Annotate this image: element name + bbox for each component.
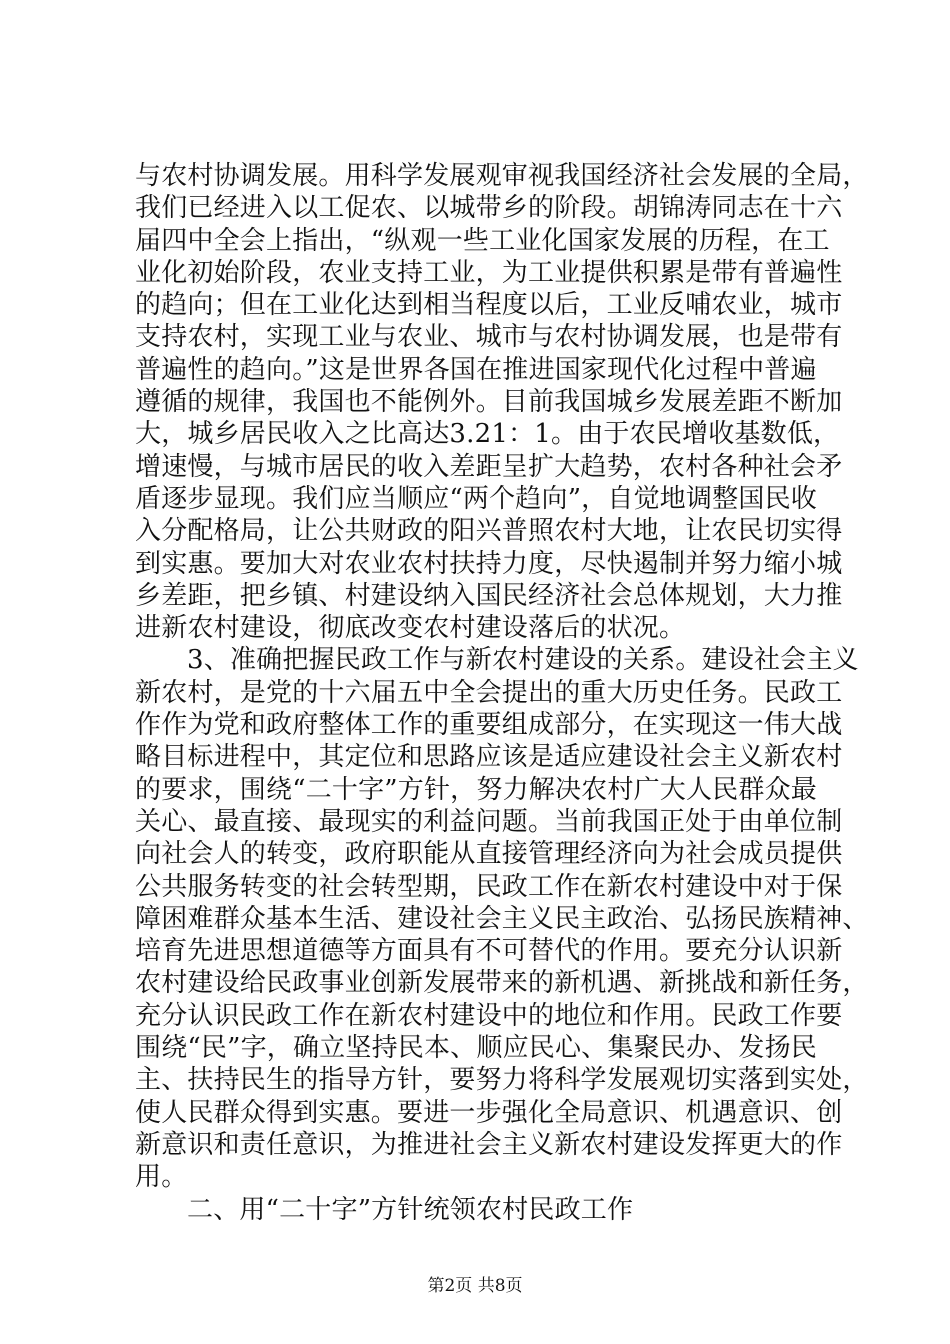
section-heading: 二、用“二十字”方针统领农村民政工作: [187, 1194, 634, 1225]
text-line: 大，城乡居民收入之比高达3.21：1。由于农民增收基数低，: [135, 419, 840, 450]
text-line: 使人民群众得到实惠。要进一步强化全局意识、机遇意识、创: [135, 1097, 843, 1128]
text-line: 盾逐步显现。我们应当顺应“两个趋向”，自觉地调整国民收: [135, 483, 817, 514]
page-number-footer: 第2页 共8页: [427, 1276, 523, 1296]
text-line: 略目标进程中，其定位和思路应该是适应建设社会主义新农村: [135, 742, 843, 773]
text-line: 普遍性的趋向。”这是世界各国在推进国家现代化过程中普遍: [135, 354, 817, 385]
text-line: 充分认识民政工作在新农村建设中的地位和作用。民政工作要: [135, 1000, 843, 1031]
text-line: 向社会人的转变，政府职能从直接管理经济向为社会成员提供: [135, 839, 843, 870]
text-line: 围绕“民”字，确立坚持民本、顺应民心、集聚民办、发扬民: [135, 1033, 817, 1064]
text-line: 到实惠。要加大对农业农村扶持力度，尽快遏制并努力缩小城: [135, 548, 843, 579]
text-line: 与农村协调发展。用科学发展观审视我国经济社会发展的全局，: [135, 161, 869, 191]
text-line: 进新农村建设，彻底改变农村建设落后的状况。: [135, 613, 686, 644]
text-line: 主、扶持民生的指导方针，要努力将科学发展观切实落到实处，: [135, 1065, 869, 1096]
text-line: 公共服务转变的社会转型期，民政工作在新农村建设中对于保: [135, 871, 843, 902]
text-line: 农村建设给民政事业创新发展带来的新机遇、新挑战和新任务，: [135, 968, 869, 999]
text-line: 届四中全会上指出，“纵观一些工业化国家发展的历程，在工: [135, 225, 830, 256]
text-line: 关心、最直接、最现实的利益问题。当前我国正处于由单位制: [135, 806, 843, 837]
text-line: 用。: [135, 1162, 188, 1193]
text-line: 新意识和责任意识，为推进社会主义新农村建设发挥更大的作: [135, 1129, 843, 1160]
text-line: 增速慢，与城市居民的收入差距呈扩大趋势，农村各种社会矛: [135, 451, 843, 482]
text-line: 遵循的规律，我国也不能例外。目前我国城乡发展差距不断加: [135, 387, 843, 418]
text-line: 我们已经进入以工促农、以城带乡的阶段。胡锦涛同志在十六: [135, 193, 843, 224]
text-line: 入分配格局，让公共财政的阳兴普照农村大地，让农民切实得: [135, 516, 843, 547]
body-text: [135, 160, 869, 1226]
text-line: 的要求，围绕“二十字”方针，努力解决农村广大人民群众最: [135, 774, 817, 805]
text-line: 新农村，是党的十六届五中全会提出的重大历史任务。民政工: [135, 677, 843, 708]
text-line: 的趋向；但在工业化达到相当程度以后，工业反哺农业，城市: [135, 290, 843, 321]
text-line: 培育先进思想道德等方面具有不可替代的作用。要充分认识新: [135, 936, 843, 967]
text-line: 支持农村，实现工业与农业、城市与农村协调发展，也是带有: [135, 322, 843, 353]
text-line: 障困难群众基本生活、建设社会主义民主政治、弘扬民族精神、: [135, 903, 869, 934]
text-line: 乡差距，把乡镇、村建设纳入国民经济社会总体规划，大力推: [135, 580, 843, 611]
text-line: 业化初始阶段，农业支持工业，为工业提供积累是带有普遍性: [135, 257, 843, 288]
paragraph-heading-line: 3、准确把握民政工作与新农村建设的关系。建设社会主义: [187, 645, 859, 676]
text-line: 作作为党和政府整体工作的重要组成部分，在实现这一伟大战: [135, 710, 843, 741]
